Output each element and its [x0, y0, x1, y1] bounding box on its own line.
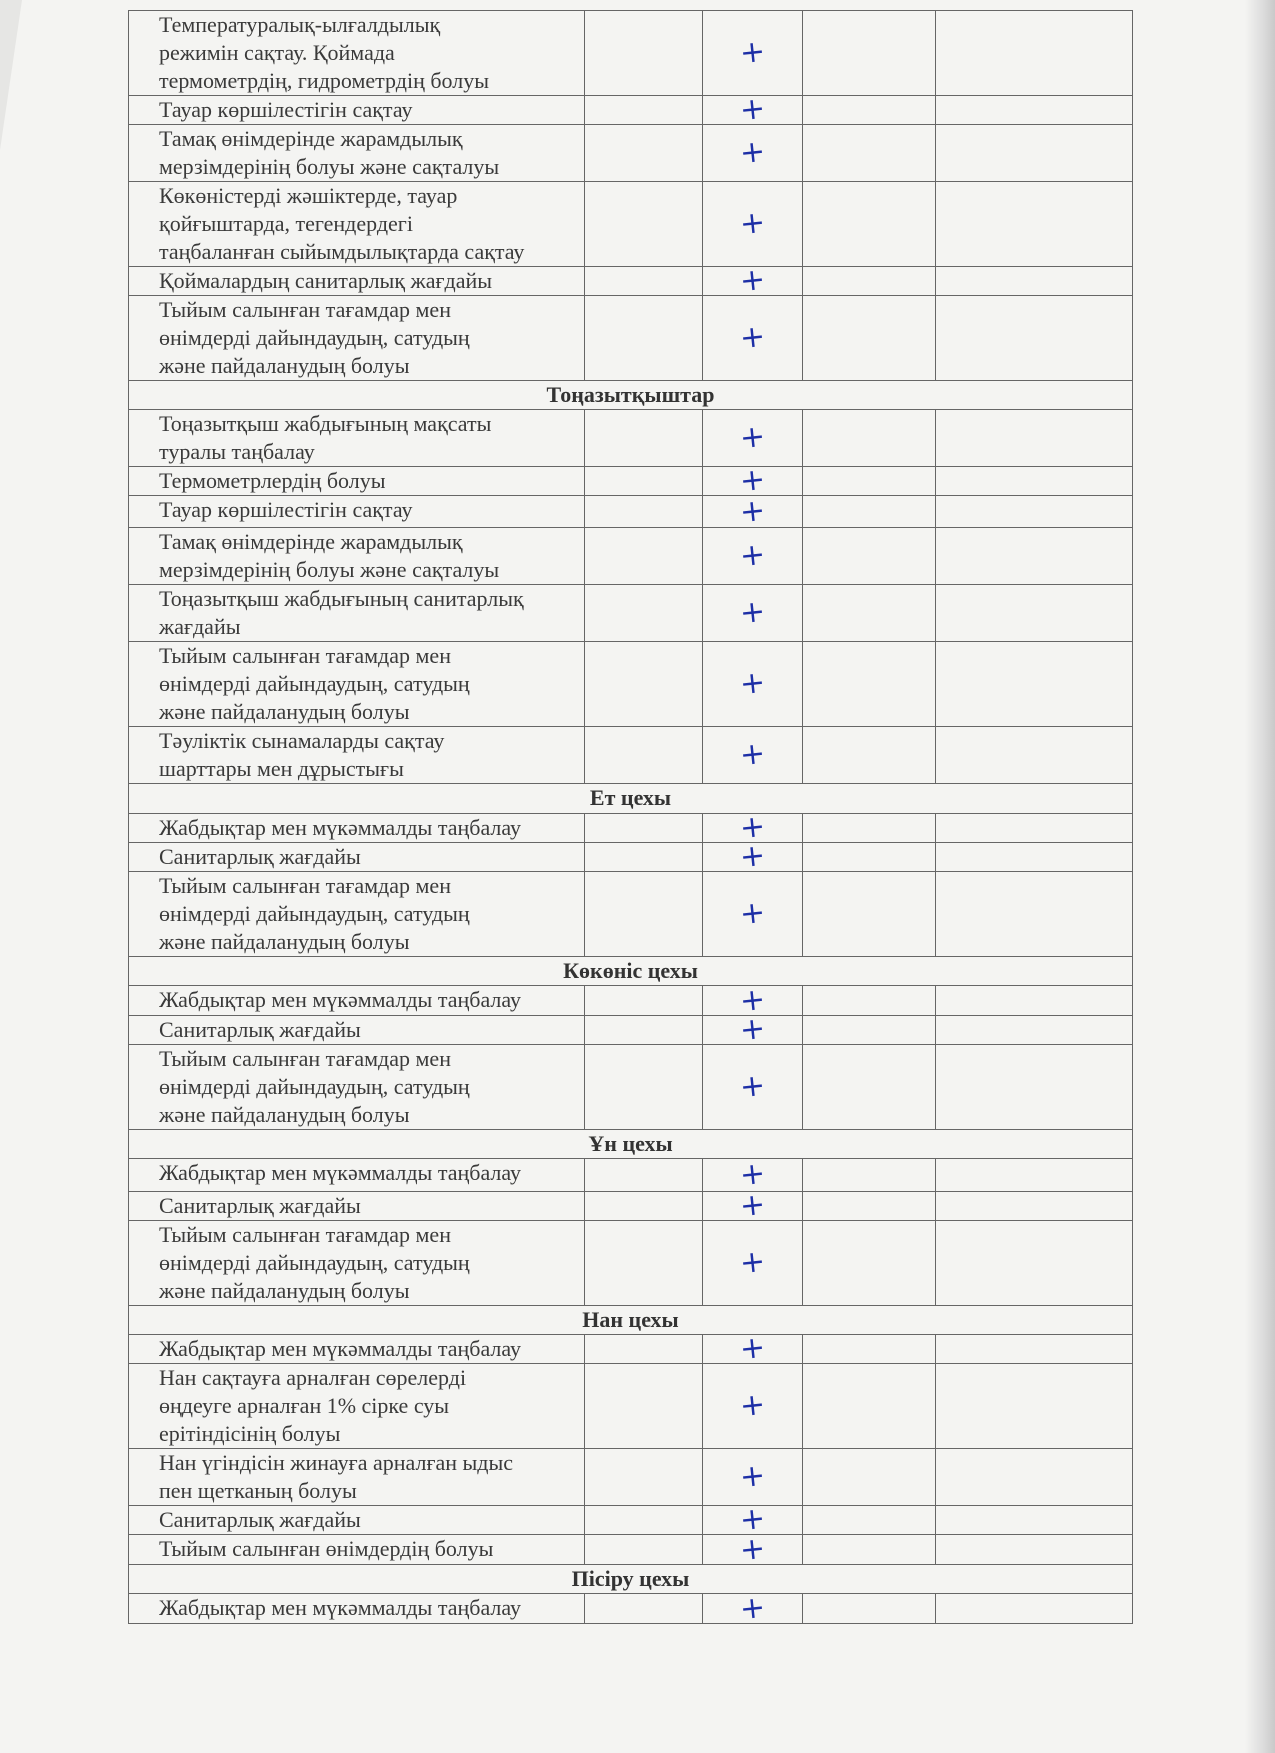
compliance-yes-cell: [703, 11, 803, 96]
reference-cell: [585, 1364, 703, 1449]
checklist-row: [129, 182, 1133, 267]
reference-cell: [585, 296, 703, 381]
compliance-no-cell: [803, 872, 936, 957]
compliance-no-cell: [803, 1159, 936, 1192]
reference-cell: [585, 814, 703, 843]
handwritten-plus-mark: +: [738, 1457, 767, 1496]
requirement-cell: [129, 11, 585, 96]
compliance-no-cell: [803, 1594, 936, 1624]
compliance-no-cell: [803, 11, 936, 96]
notes-cell: [936, 986, 1133, 1016]
requirement-cell: [129, 1506, 585, 1535]
requirement-cell: [129, 872, 585, 957]
requirement-text: Тыйым салынған тағамдар мен өнімдерді дайындаудың, сатудың және пайдаланудың болуы: [159, 873, 470, 954]
requirement-text: Термометрлердің болуы: [159, 468, 386, 493]
requirement-cell: [129, 467, 585, 496]
section-header-row: [129, 957, 1133, 986]
compliance-no-cell: [803, 528, 936, 585]
notes-cell: [936, 727, 1133, 784]
notes-cell: [936, 96, 1133, 125]
notes-cell: [936, 410, 1133, 467]
notes-cell: [936, 1159, 1133, 1192]
compliance-no-cell: [803, 585, 936, 642]
reference-cell: [585, 125, 703, 182]
compliance-no-cell: [803, 496, 936, 528]
section-header-row: [129, 381, 1133, 410]
requirement-cell: [129, 585, 585, 642]
handwritten-plus-mark: +: [738, 536, 767, 575]
compliance-no-cell: [803, 267, 936, 296]
handwritten-plus-mark: +: [738, 808, 767, 847]
requirement-text: Тәуліктік сынамаларды сақтау шарттары мен дұрыстығы: [159, 728, 445, 781]
checklist-row: [129, 1221, 1133, 1306]
handwritten-plus-mark: +: [738, 981, 767, 1019]
requirement-text: Тыйым салынған тағамдар мен өнімдерді дайындаудың, сатудың және пайдаланудың болуы: [159, 643, 470, 724]
section-title: Ет цехы: [129, 784, 1133, 814]
handwritten-plus-mark: +: [738, 1067, 767, 1106]
handwritten-plus-mark: +: [738, 894, 767, 933]
checklist-row: [129, 986, 1133, 1016]
reference-cell: [585, 410, 703, 467]
section-header-row: [129, 1306, 1133, 1335]
compliance-yes-cell: [703, 1500, 803, 1539]
compliance-yes-cell: [703, 90, 803, 129]
compliance-no-cell: [803, 410, 936, 467]
compliance-no-cell: [803, 1449, 936, 1506]
requirement-text: Тамақ өнімдерінде жарамдылық мерзімдерінің болуы және сақталуы: [159, 529, 500, 582]
handwritten-plus-mark: +: [738, 318, 767, 357]
requirement-cell: [129, 125, 585, 182]
requirement-cell: [129, 1192, 585, 1221]
requirement-cell: [129, 496, 585, 528]
handwritten-plus-mark: +: [738, 1010, 767, 1049]
requirement-cell: [129, 1535, 585, 1565]
notes-cell: [936, 267, 1133, 296]
compliance-yes-cell: [703, 296, 803, 381]
reference-cell: [585, 182, 703, 267]
notes-cell: [936, 872, 1133, 957]
section-title: Ұн цехы: [129, 1130, 1133, 1159]
compliance-no-cell: [803, 467, 936, 496]
notes-cell: [936, 1506, 1133, 1535]
reference-cell: [585, 1535, 703, 1565]
compliance-yes-cell: [703, 1589, 803, 1627]
notes-cell: [936, 814, 1133, 843]
checklist-row: [129, 1506, 1133, 1535]
reference-cell: [585, 11, 703, 96]
handwritten-plus-mark: +: [738, 90, 767, 129]
requirement-cell: [129, 528, 585, 585]
requirement-text: Тыйым салынған тағамдар мен өнімдерді дайындаудың, сатудың және пайдаланудың болуы: [159, 297, 470, 378]
notes-cell: [936, 182, 1133, 267]
requirement-text: Жабдықтар мен мүкәммалды таңбалау: [159, 1336, 522, 1361]
requirement-cell: [129, 182, 585, 267]
requirement-text: Тыйым салынған өнімдердің болуы: [159, 1536, 494, 1561]
reference-cell: [585, 528, 703, 585]
notes-cell: [936, 642, 1133, 727]
compliance-yes-cell: [703, 182, 803, 267]
handwritten-plus-mark: +: [738, 1386, 767, 1425]
requirement-text: Санитарлық жағдайы: [159, 1193, 361, 1218]
compliance-no-cell: [803, 1192, 936, 1221]
handwritten-plus-mark: +: [738, 261, 767, 300]
compliance-yes-cell: [703, 1530, 803, 1568]
notes-cell: [936, 843, 1133, 872]
reference-cell: [585, 585, 703, 642]
compliance-yes-cell: [703, 461, 803, 500]
reference-cell: [585, 267, 703, 296]
compliance-yes-cell: [703, 1364, 803, 1449]
compliance-yes-cell: [703, 642, 803, 727]
notes-cell: [936, 1045, 1133, 1130]
compliance-yes-cell: [703, 1186, 803, 1225]
checklist-row: [129, 1159, 1133, 1192]
compliance-yes-cell: [703, 492, 803, 530]
section-title: Тоңазытқыштар: [129, 381, 1133, 410]
handwritten-plus-mark: +: [738, 133, 767, 172]
requirement-text: Температуралық-ылғалдылық режимін сақтау. Қоймада термометрдің, гидрометрдің болуы: [159, 12, 489, 93]
compliance-no-cell: [803, 96, 936, 125]
handwritten-plus-mark: +: [738, 1243, 767, 1282]
compliance-no-cell: [803, 182, 936, 267]
section-title: Нан цехы: [129, 1306, 1133, 1335]
notes-cell: [936, 11, 1133, 96]
compliance-yes-cell: [703, 1155, 803, 1194]
requirement-cell: [129, 410, 585, 467]
compliance-no-cell: [803, 1045, 936, 1130]
checklist-row: [129, 528, 1133, 585]
checklist-row: [129, 96, 1133, 125]
section-header-row: [129, 1130, 1133, 1159]
notes-cell: [936, 1335, 1133, 1364]
compliance-yes-cell: [703, 410, 803, 467]
requirement-text: Жабдықтар мен мүкәммалды таңбалау: [159, 1160, 522, 1185]
compliance-no-cell: [803, 125, 936, 182]
checklist-row: [129, 11, 1133, 96]
notes-cell: [936, 1449, 1133, 1506]
notes-cell: [936, 528, 1133, 585]
compliance-yes-cell: [703, 1329, 803, 1368]
compliance-yes-cell: [703, 528, 803, 585]
inspection-checklist-table: [128, 10, 1133, 1627]
handwritten-plus-mark: +: [738, 1186, 767, 1225]
requirement-text: Қоймалардың санитарлық жағдайы: [159, 268, 493, 293]
handwritten-plus-mark: +: [738, 204, 767, 243]
handwritten-plus-mark: +: [738, 33, 767, 72]
reference-cell: [585, 727, 703, 784]
notes-cell: [936, 296, 1133, 381]
notes-cell: [936, 1221, 1133, 1306]
handwritten-plus-mark: +: [738, 461, 767, 500]
notes-cell: [936, 467, 1133, 496]
requirement-cell: [129, 1364, 585, 1449]
checklist-row: [129, 267, 1133, 296]
reference-cell: [585, 872, 703, 957]
compliance-no-cell: [803, 642, 936, 727]
checklist-body: [129, 11, 1133, 1627]
reference-cell: [585, 1221, 703, 1306]
notes-cell: [936, 1364, 1133, 1449]
handwritten-plus-mark: +: [738, 492, 767, 530]
requirement-cell: [129, 1449, 585, 1506]
notes-cell: [936, 585, 1133, 642]
checklist-row: [129, 467, 1133, 496]
requirement-text: Нан үгіндісін жинауға арналған ыдыс пен щетканың болуы: [159, 1450, 514, 1503]
requirement-cell: [129, 727, 585, 784]
handwritten-plus-mark: +: [738, 1530, 767, 1568]
compliance-yes-cell: [703, 1449, 803, 1506]
page-edge-shadow: [1245, 0, 1275, 1753]
requirement-cell: [129, 1045, 585, 1130]
notes-cell: [936, 1594, 1133, 1624]
checklist-row: [129, 1016, 1133, 1045]
requirement-cell: [129, 1594, 585, 1624]
checklist-row: [129, 727, 1133, 784]
section-header-row: [129, 784, 1133, 814]
handwritten-plus-mark: +: [738, 664, 767, 703]
requirement-cell: [129, 267, 585, 296]
compliance-no-cell: [803, 1364, 936, 1449]
reference-cell: [585, 642, 703, 727]
requirement-text: Тыйым салынған тағамдар мен өнімдерді дайындаудың, сатудың және пайдаланудың болуы: [159, 1222, 470, 1303]
checklist-sheet: [128, 10, 1132, 1627]
requirement-text: Тоңазытқыш жабдығының санитарлық жағдайы: [159, 586, 524, 639]
requirement-cell: [129, 1016, 585, 1045]
notes-cell: [936, 1016, 1133, 1045]
requirement-text: Көкөністерді жәшіктерде, тауар қойғыштарда, тегендердегі таңбаланған сыйымдылықтарда сақтау: [159, 183, 525, 264]
compliance-no-cell: [803, 1535, 936, 1565]
checklist-row: [129, 814, 1133, 843]
requirement-text: Жабдықтар мен мүкәммалды таңбалау: [159, 815, 522, 840]
requirement-cell: [129, 642, 585, 727]
handwritten-plus-mark: +: [738, 1589, 767, 1627]
reference-cell: [585, 1335, 703, 1364]
reference-cell: [585, 1594, 703, 1624]
checklist-row: [129, 843, 1133, 872]
requirement-text: Тамақ өнімдерінде жарамдылық мерзімдерінің болуы және сақталуы: [159, 126, 500, 179]
handwritten-plus-mark: +: [738, 735, 767, 774]
notes-cell: [936, 1192, 1133, 1221]
requirement-cell: [129, 296, 585, 381]
compliance-no-cell: [803, 986, 936, 1016]
compliance-yes-cell: [703, 727, 803, 784]
handwritten-plus-mark: +: [738, 1500, 767, 1539]
notes-cell: [936, 1535, 1133, 1565]
checklist-row: [129, 1364, 1133, 1449]
reference-cell: [585, 96, 703, 125]
compliance-yes-cell: [703, 585, 803, 642]
handwritten-plus-mark: +: [738, 418, 767, 457]
handwritten-plus-mark: +: [738, 593, 767, 632]
compliance-no-cell: [803, 843, 936, 872]
checklist-row: [129, 1535, 1133, 1565]
handwritten-plus-mark: +: [738, 1155, 767, 1194]
compliance-no-cell: [803, 727, 936, 784]
compliance-no-cell: [803, 1335, 936, 1364]
requirement-text: Санитарлық жағдайы: [159, 1017, 361, 1042]
notes-cell: [936, 496, 1133, 528]
checklist-row: [129, 1594, 1133, 1624]
requirement-cell: [129, 986, 585, 1016]
reference-cell: [585, 986, 703, 1016]
requirement-text: Жабдықтар мен мүкәммалды таңбалау: [159, 987, 522, 1012]
requirement-cell: [129, 843, 585, 872]
reference-cell: [585, 1016, 703, 1045]
checklist-row: [129, 296, 1133, 381]
checklist-row: [129, 1335, 1133, 1364]
checklist-row: [129, 496, 1133, 528]
reference-cell: [585, 496, 703, 528]
reference-cell: [585, 1045, 703, 1130]
compliance-no-cell: [803, 1221, 936, 1306]
checklist-row: [129, 125, 1133, 182]
compliance-no-cell: [803, 296, 936, 381]
requirement-cell: [129, 814, 585, 843]
reference-cell: [585, 1506, 703, 1535]
requirement-text: Санитарлық жағдайы: [159, 844, 361, 869]
reference-cell: [585, 1449, 703, 1506]
compliance-no-cell: [803, 814, 936, 843]
reference-cell: [585, 1192, 703, 1221]
section-header-row: [129, 1565, 1133, 1594]
checklist-row: [129, 585, 1133, 642]
requirement-cell: [129, 1159, 585, 1192]
checklist-row: [129, 642, 1133, 727]
requirement-text: Тауар көршілестігін сақтау: [159, 97, 413, 122]
checklist-row: [129, 1192, 1133, 1221]
compliance-yes-cell: [703, 125, 803, 182]
compliance-yes-cell: [703, 872, 803, 957]
notes-cell: [936, 125, 1133, 182]
compliance-yes-cell: [703, 261, 803, 300]
requirement-cell: [129, 1221, 585, 1306]
checklist-row: [129, 410, 1133, 467]
compliance-yes-cell: [703, 1010, 803, 1049]
checklist-row: [129, 1449, 1133, 1506]
compliance-no-cell: [803, 1016, 936, 1045]
requirement-cell: [129, 96, 585, 125]
compliance-yes-cell: [703, 837, 803, 876]
section-title: Көкөніс цехы: [129, 957, 1133, 986]
folded-corner: [0, 0, 22, 150]
requirement-cell: [129, 1335, 585, 1364]
checklist-row: [129, 1045, 1133, 1130]
compliance-yes-cell: [703, 1045, 803, 1130]
handwritten-plus-mark: +: [738, 1329, 767, 1368]
handwritten-plus-mark: +: [738, 837, 767, 876]
checklist-row: [129, 872, 1133, 957]
requirement-text: Санитарлық жағдайы: [159, 1507, 361, 1532]
reference-cell: [585, 467, 703, 496]
section-title: Пісіру цехы: [129, 1565, 1133, 1594]
compliance-no-cell: [803, 1506, 936, 1535]
requirement-text: Тоңазытқыш жабдығының мақсаты туралы таңбалау: [159, 411, 492, 464]
requirement-text: Жабдықтар мен мүкәммалды таңбалау: [159, 1595, 522, 1620]
requirement-text: Тауар көршілестігін сақтау: [159, 497, 413, 522]
requirement-text: Нан сақтауға арналған сөрелерді өңдеуге арналған 1% сірке суы ерітіндісінің болуы: [159, 1365, 467, 1446]
reference-cell: [585, 843, 703, 872]
reference-cell: [585, 1159, 703, 1192]
requirement-text: Тыйым салынған тағамдар мен өнімдерді дайындаудың, сатудың және пайдаланудың болуы: [159, 1046, 470, 1127]
compliance-yes-cell: [703, 1221, 803, 1306]
